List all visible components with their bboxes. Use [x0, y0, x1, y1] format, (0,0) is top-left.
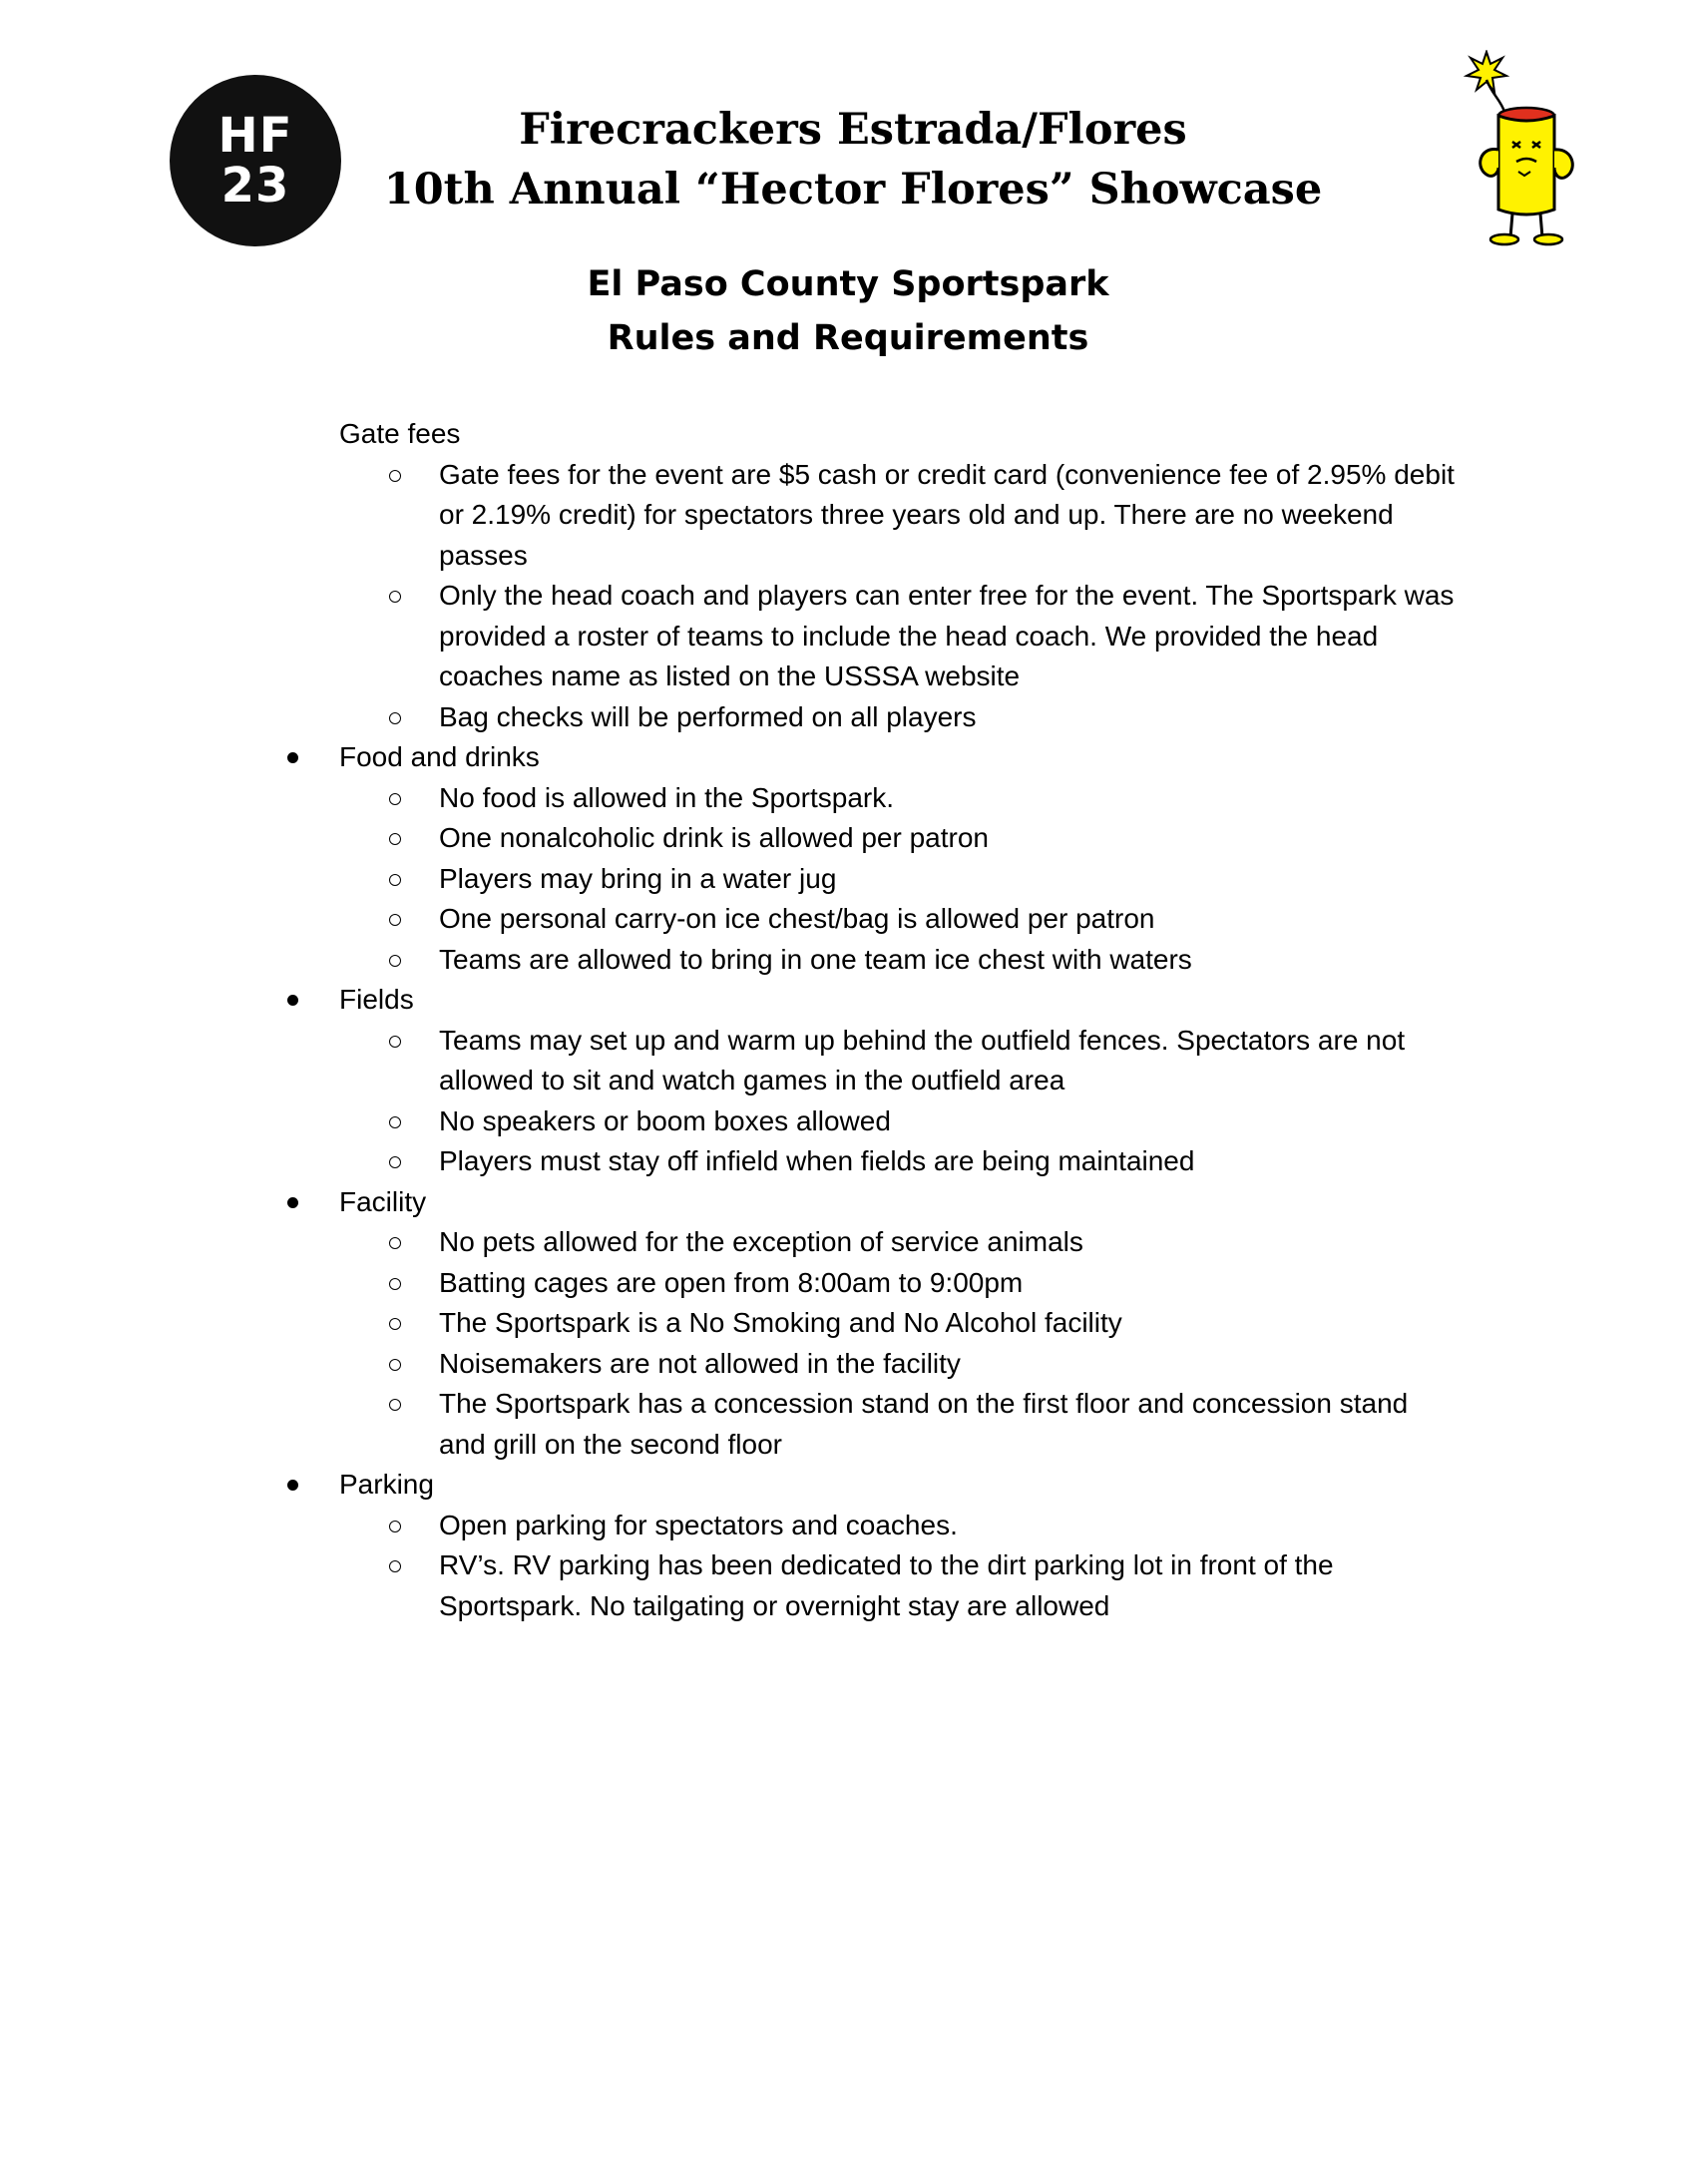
list-item-text: One nonalcoholic drink is allowed per patron — [439, 822, 989, 853]
section-heading — [0, 414, 1696, 455]
logo-line2: 23 — [220, 158, 290, 214]
section-gate-fees — [0, 414, 1696, 737]
circle-bullet-icon — [389, 712, 401, 724]
circle-bullet-icon — [389, 1278, 401, 1290]
section-facility — [0, 1182, 1696, 1466]
section-food-and-drinks — [0, 737, 1696, 980]
list-item — [0, 859, 1696, 900]
list-item-text: No speakers or boom boxes allowed — [439, 1104, 891, 1136]
list-item — [0, 455, 1696, 577]
section-heading-text: Fields — [339, 984, 414, 1015]
list-item — [0, 1506, 1696, 1546]
firecracker-mascot-icon — [1457, 50, 1591, 249]
list-item-text: Teams are allowed to bring in one team ice chest with waters — [439, 943, 1192, 975]
list-item-text: Gate fees for the event are $5 cash or credit card (convenience fee of 2.95% debit or 2.19% credit) for spectators three years old and up. There are no weekend passes — [439, 458, 1455, 571]
circle-bullet-icon — [389, 1156, 401, 1168]
list-item — [0, 1222, 1696, 1263]
circle-bullet-icon — [389, 914, 401, 926]
list-item-text: Players may bring in a water jug — [439, 862, 837, 894]
list-item-text: Only the head coach and players can enter free for the event. The Sportspark was provided a roster of teams to include the head coach. We provided the head coaches name as listed on the USSSA website — [439, 580, 1455, 691]
list-item-text: RV’s. RV parking has been dedicated to the dirt parking lot in front of the Sportspark. No tailgating or overnight stay are allowed — [439, 1549, 1334, 1621]
list-item — [0, 1141, 1696, 1182]
circle-bullet-icon — [389, 793, 401, 805]
circle-bullet-icon — [389, 1318, 401, 1330]
document-subtitle — [499, 257, 1197, 365]
list-item — [0, 818, 1696, 859]
circle-bullet-icon — [389, 470, 401, 482]
circle-bullet-icon — [389, 1237, 401, 1249]
section-heading-text: Food and drinks — [339, 741, 540, 772]
list-item-text: No food is allowed in the Sportspark. — [439, 781, 895, 813]
circle-bullet-icon — [389, 955, 401, 967]
circle-bullet-icon — [389, 1560, 401, 1572]
section-heading — [0, 1182, 1696, 1223]
circle-bullet-icon — [389, 1359, 401, 1371]
circle-bullet-icon — [389, 591, 401, 603]
list-item-text: One personal carry-on ice chest/bag is allowed per patron — [439, 903, 1155, 934]
list-item-text: Open parking for spectators and coaches. — [439, 1509, 958, 1540]
list-item-text: Noisemakers are not allowed in the facility — [439, 1347, 961, 1379]
circle-bullet-icon — [389, 1116, 401, 1128]
list-item — [0, 1545, 1696, 1626]
subtitle-line2: Rules and Requirements — [607, 318, 1089, 358]
list-item-text: Players must stay off infield when fields are being maintained — [439, 1145, 1195, 1176]
circle-bullet-icon — [389, 1036, 401, 1048]
disc-bullet-icon — [287, 995, 298, 1006]
list-item-text: Teams may set up and warm up behind the outfield fences. Spectators are not allowed to sit and watch games in the outfield area — [439, 1024, 1406, 1095]
section-heading — [0, 980, 1696, 1021]
list-item — [0, 1303, 1696, 1344]
rules-content — [0, 414, 1696, 1626]
section-parking — [0, 1465, 1696, 1626]
disc-bullet-icon — [287, 752, 298, 763]
list-item — [0, 1384, 1696, 1465]
list-item — [0, 778, 1696, 819]
list-item-text: No pets allowed for the exception of service animals — [439, 1226, 1083, 1257]
list-item — [0, 1344, 1696, 1385]
list-item — [0, 697, 1696, 738]
subtitle-line1: El Paso County Sportspark — [587, 264, 1109, 304]
section-fields — [0, 980, 1696, 1182]
circle-bullet-icon — [389, 833, 401, 845]
title-line1: Firecrackers Estrada/Flores — [519, 105, 1187, 155]
logo-line1: HF — [217, 108, 293, 164]
section-heading — [0, 1465, 1696, 1506]
list-item — [0, 1021, 1696, 1101]
list-item-text: Batting cages are open from 8:00am to 9:00pm — [439, 1266, 1024, 1298]
hf23-logo — [170, 75, 341, 246]
list-item — [0, 899, 1696, 940]
list-item-text: The Sportspark has a concession stand on the first floor and concession stand and grill on the second floor — [439, 1388, 1409, 1460]
circle-bullet-icon — [389, 1521, 401, 1532]
list-item-text: Bag checks will be performed on all players — [439, 700, 977, 732]
section-heading-text: Parking — [339, 1469, 434, 1500]
disc-bullet-icon — [287, 1480, 298, 1491]
list-item — [0, 576, 1696, 697]
list-item — [0, 940, 1696, 981]
list-item — [0, 1263, 1696, 1304]
title-line2: 10th Annual “Hector Flores” Showcase — [383, 165, 1323, 215]
list-item — [0, 1101, 1696, 1142]
circle-bullet-icon — [389, 1399, 401, 1411]
circle-bullet-icon — [389, 874, 401, 886]
disc-bullet-icon — [287, 1197, 298, 1208]
section-heading-text: Facility — [339, 1185, 427, 1217]
section-heading — [0, 737, 1696, 778]
document-title — [329, 100, 1377, 219]
section-heading-text: Gate fees — [339, 418, 461, 449]
list-item-text: The Sportspark is a No Smoking and No Alcohol facility — [439, 1307, 1122, 1338]
